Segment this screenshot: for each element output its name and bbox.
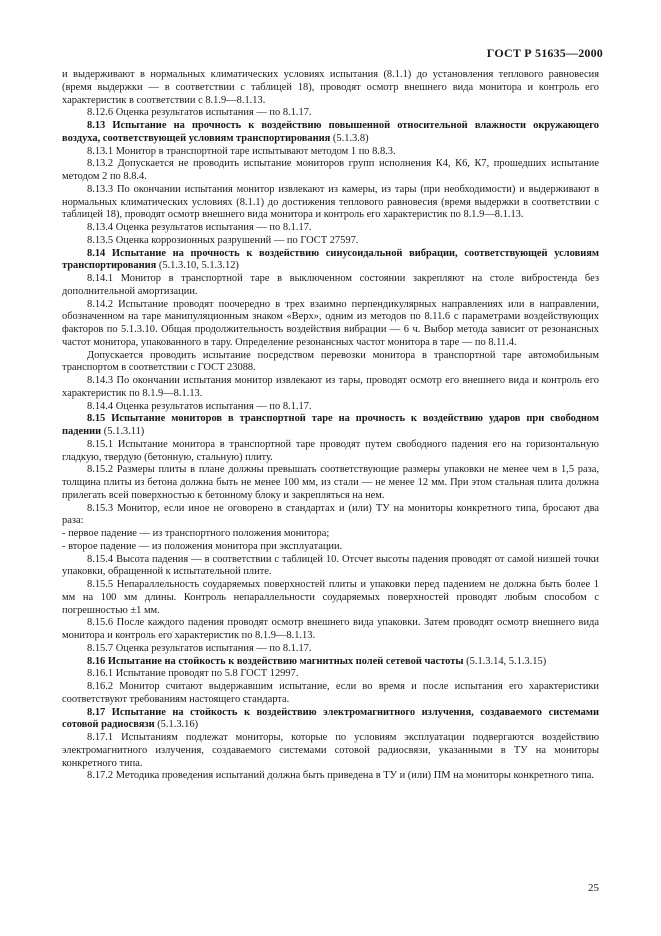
paragraph-text: (5.1.3.11): [101, 426, 145, 437]
document-header: ГОСТ Р 51635—2000: [486, 46, 603, 60]
paragraph-text: - первое падение — из транспортного положения монитора;: [62, 528, 330, 539]
paragraph-text: 8.16.2 Монитор считают выдержавшим испытание, если во время и после испытания его характеристики соответствуют требованиям настоящего стандарта.: [62, 681, 599, 705]
paragraph: [62, 299, 599, 350]
paragraph: [62, 579, 599, 617]
paragraph: [62, 222, 599, 235]
paragraph: [62, 375, 599, 401]
paragraph: [62, 464, 599, 502]
paragraph-text: 8.13.4 Оценка результатов испытания — по 8.1.17.: [87, 222, 312, 233]
section-heading: 8.17 Испытание на стойкость к воздействию электромагнитного излучения, создаваемого системами сотовой радиосвязи: [62, 706, 599, 731]
paragraph-text: 8.13.3 По окончании испытания монитор извлекают из камеры, из тары (при необходимости) и выдерживают в нормальных климатических условиях (8.1.1) до достижения теплового равновесия (время выдержки в соответствии с таблицей 18), проводят осмотр внешнего вида монитора и контроль его характеристик по 8.1.9—8.1.13.: [62, 183, 599, 221]
paragraph-text: 8.14.4 Оценка результатов испытания — по 8.1.17.: [87, 400, 312, 412]
section-heading-paragraph: [62, 248, 599, 274]
paragraph: [62, 617, 599, 643]
paragraph: [62, 732, 599, 770]
paragraph-text: 8.13.5 Оценка коррозионных разрушений — по ГОСТ 27597.: [87, 234, 359, 246]
paragraph-text: 8.15.5 Непараллельность соударяемых поверхностей плиты и упаковки перед падением не должна быть более 1 мм на 100 мм длины. Контроль непараллельности соударяемых поверхностей проводят любым способом с погрешностью ±1 мм.: [62, 579, 599, 616]
paragraph-text: Допускается проводить испытание посредством перевозки монитора в транспортной таре автомобильным транспортом в соответствии с ГОСТ 23088.: [62, 349, 599, 374]
section-heading-paragraph: [62, 120, 599, 146]
paragraph-text: 8.15.4 Высота падения — в соответствии с таблицей 10. Отсчет высоты падения проводят от самой низшей точки упаковки, обращенной к испытательной плите.: [62, 553, 599, 578]
paragraph-text: 8.15.3 Монитор, если иное не оговорено в стандартах и (или) ТУ на мониторы конкретного типа, бросают два раза:: [62, 502, 599, 527]
paragraph-text: 8.12.6 Оценка результатов испытания — по 8.1.17.: [87, 107, 312, 119]
paragraph: [62, 146, 599, 159]
paragraph-text: (5.1.3.10, 5.1.3.12): [156, 260, 239, 272]
paragraph: [62, 158, 599, 184]
paragraph-text: 8.15.2 Размеры плиты в плане должны превышать соответствующие размеры упаковки не менее чем в 1,5 раза, толщина плиты из бетона должна быть не менее 100 мм, из стали — не менее 12 мм. При этом стальная плита должна прилегать всей поверхностью к бетонному блоку и закрепляться на нем.: [62, 464, 599, 501]
paragraph-text: 8.15.6 После каждого падения проводят осмотр внешнего вида упаковки. Затем проводят осмотр внешнего вида монитора и контроль его характеристик по 8.1.9—8.1.13.: [62, 617, 599, 641]
paragraph-text: (5.1.3.16): [154, 719, 199, 731]
paragraph-text: 8.14.2 Испытание проводят поочередно в трех взаимно перпендикулярных направлениях или в направлении, обозначенном на таре манипуляционным знаком «Верх», одним из методов по 8.11.6 с параметрами воздействующих факторов по 5.1.3.10. Общая продолжительность воздействия вибрации — 6 ч. Выбор метода зависит от резонансных частот монитора, упакованного в тару. Определение резонансных частот монитора в таре — по 8.11.4.: [62, 298, 599, 348]
page-number: 25: [588, 882, 599, 894]
section-heading: 8.16 Испытание на стойкость к воздействию магнитных полей сетевой частоты: [87, 655, 464, 667]
paragraph-text: 8.17.2 Методика проведения испытаний должна быть приведена в ТУ и (или) ПМ на мониторы конкретного типа.: [87, 770, 594, 782]
section-heading: 8.13 Испытание на прочность к воздействию повышенной относительной влажности окружающего воздуха, соответствующей условиям транспортирования: [62, 120, 599, 144]
paragraph: [62, 681, 599, 707]
paragraph-text: и выдерживают в нормальных климатических условиях испытания (8.1.1) до установления теплового равновесия (время выдержки — в соответствии с таблицей 18), проводят осмотр внешнего вида монитора и контроль его характеристик в соответствии с 8.1.9—8.1.13.: [62, 69, 599, 106]
paragraph: [62, 643, 599, 656]
paragraph-text: (5.1.3.14, 5.1.3.15): [463, 655, 547, 667]
paragraph: [62, 668, 599, 681]
paragraph: [62, 401, 599, 414]
paragraph-text: 8.14.1 Монитор в транспортной таре в выключенном состоянии закрепляют на столе вибростенда без дополнительной амортизации.: [62, 273, 599, 297]
paragraph-text: 8.13.2 Допускается не проводить испытание мониторов групп исполнения К4, К6, К7, прошедших испытание методом 2 по 8.8.4.: [62, 158, 599, 182]
paragraph-text: 8.17.1 Испытаниям подлежат мониторы, которые по условиям эксплуатации подвергаются воздействию электромагнитного излучения, создаваемого системами сотовой радиосвязи, указанными в ТУ на мониторы конкретного типа.: [62, 732, 599, 769]
section-heading-paragraph: [62, 656, 599, 669]
paragraph-text: 8.14.3 По окончании испытания монитор извлекают из тары, проводят осмотр его внешнего вида и контроль его характеристик по 8.1.9—8.1.13.: [62, 375, 599, 399]
paragraph-text: 8.16.1 Испытание проводят по 5.8 ГОСТ 12997.: [87, 668, 299, 680]
paragraph: [62, 273, 599, 299]
paragraph-text: - второе падение — из положения монитора при эксплуатации.: [62, 540, 343, 552]
paragraph-text: 8.15.1 Испытание монитора в транспортной таре проводят путем свободного падения его на горизонтальную гладкую, твердую (бетонную, стальную) плиту.: [62, 438, 599, 463]
paragraph: [62, 503, 599, 529]
paragraph: [62, 554, 599, 580]
paragraph: [62, 107, 599, 120]
paragraph: [62, 69, 599, 107]
paragraph-text: (5.1.3.8): [330, 132, 369, 144]
paragraph: [62, 439, 599, 465]
section-heading: 8.14 Испытание на прочность к воздействию синусоидальной вибрации, соответствующей условиям транспортирования: [62, 247, 599, 272]
paragraph: [62, 770, 599, 783]
paragraph: [62, 184, 599, 222]
document-body: [62, 69, 599, 783]
list-item: [62, 541, 599, 554]
section-heading-paragraph: [62, 413, 599, 439]
paragraph-text: 8.13.1 Монитор в транспортной таре испытывают методом 1 по 8.8.3.: [87, 145, 396, 157]
paragraph: [62, 235, 599, 248]
list-item: [62, 528, 599, 541]
paragraph-text: 8.15.7 Оценка результатов испытания — по 8.1.17.: [87, 642, 312, 654]
section-heading: 8.15 Испытание мониторов в транспортной таре на прочность к воздействию ударов при свободном падении: [62, 413, 599, 437]
paragraph: [62, 350, 599, 376]
section-heading-paragraph: [62, 707, 599, 733]
